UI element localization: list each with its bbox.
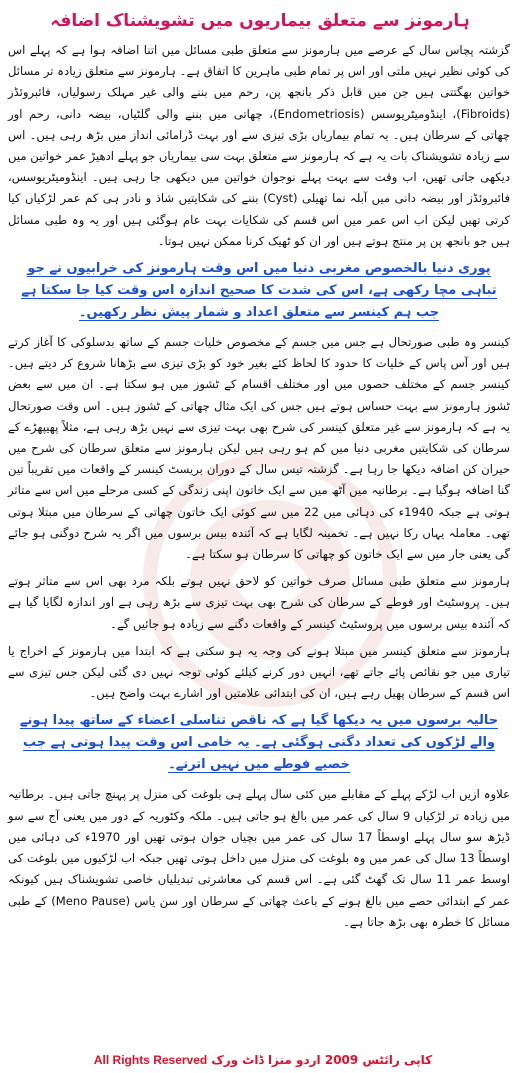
copyright-footer: [0, 1053, 520, 1067]
highlight-paragraph-1: [8, 258, 510, 324]
paragraph-4: ہارمونز سے متعلق کینسر میں مبتلا ہونے کی وجہ یہ ہو سکتی ہے کہ ابتدا میں ہارمونز کے اخراج یا تیاری میں جو نقائص پائے جاتے تھے، انہیں دور کرنے کیلئے کوئی توجہ نہیں دی گئی لیکن جس تیزی سے اس قسم کے سرطان پھیل رہے ہیں، ان کی ابتدائی علامتیں اور اشارے بہت واضح ہیں۔: [8, 643, 510, 701]
article-title: ہارمونز سے متعلق بیماریوں میں تشویشناک اضافہ: [50, 11, 470, 31]
all-rights-reserved: All Rights Reserved: [93, 1053, 208, 1067]
highlight-text-2: حالیہ برسوں میں یہ دیکھا گیا ہے کہ ناقص تناسلی اعضاء کے ساتھ پیدا ہونے والے لڑکوں کی تعداد دگنی ہوگئی ہے۔ یہ خامی اس وقت پیدا ہوتی ہے جب خصیے فوطے میں نہیں اترتے۔: [19, 713, 499, 773]
paragraph-5: علاوہ ازیں اب لڑکے پہلے کے مقابلے میں کئی سال پہلے ہی بلوغت کی منزل پر پہنچ جاتی ہیں۔ برطانیہ میں زیادہ تر لڑکیاں 9 سال کی عمر میں بالغ ہو جاتی ہیں۔ ملکہ وکٹوریہ کے دور میں یعنی آج سے سو ڈیڑھ سو سال پہلے اوسطاً 17 سال کی عمر میں بچیاں جوان ہوتی تھیں اور 1970ء کی دہائی میں اوسطاً 13 سال کی عمر میں وہ بلوغت کی منزل میں داخل ہوتی تھیں جبکہ اب لڑکیوں میں بلوغت کی اوسط عمر 11 سال تک گھٹ گئی ہے۔ اس قسم کی معاشرتی تبدیلیاں خاصی تشویشناک ہیں کیونکہ عمر کے ابتدائی حصے میں بالغ ہونے کے باعث چھاتی کے سرطان اور سن یاس (Meno Pause) کے طبی مسائل کا خطرہ بھی بڑھ جاتا ہے۔: [8, 787, 510, 929]
article-body: [8, 40, 510, 939]
paragraph-1: گزشتہ پچاس سال کے عرصے میں ہارمونز سے متعلق طبی مسائل میں اتنا اضافہ ہوا ہے کہ پہلے اس کی کوئی نظیر نہیں ملتی اور اس پر تمام طبی ماہرین کا اتفاق ہے۔ ہارمونز سے متعلق زیادہ تر مسائل خواتین بھگتتی ہیں جن میں قابل ذکر بانجھ پن، رحم میں بننے والی غیر مہلک رسولیاں، فائبروئڈز (Fibroids)، اینڈومیٹریوسس (Endometriosis)، چھاتی میں بننے والی گلٹیاں، بیضہ دانی، رحم اور چھاتی کے سرطان ہیں۔ یہ تمام بیماریاں بڑی تیزی سے اور بہت ڈرامائی انداز میں بڑھ رہی ہیں۔ اس سے زیادہ تشویشناک بات یہ ہے کہ ہارمونز سے متعلق بہت سی بیماریاں جو پہلے ادھیڑ عمر خواتین میں دیکھی جاتی تھیں، اب وقت سے بہت پہلے نوجوان خواتین میں دیکھی جا رہی ہیں۔ اینڈومیٹریوسس، فائبروئڈز اور بیضہ دانی میں آبلہ نما تھیلی (Cyst) بننے کی شکایتیں شاذ و نادر ہی کم عمر لڑکیاں کیا کرتی تھیں لیکن اب اس عمر میں اس قسم کی شکایات بہت عام ہوگئی ہیں اور یہ وہ طبی مسائل ہیں جو بانجھ پن پر منتج ہوتے ہیں اور ان کو ٹھیک کرنا ممکن نہیں ہوتا۔: [8, 43, 511, 248]
copyright-urdu: کاپی رائٹس 2009 اردو منزا ڈاٹ ورک: [211, 1053, 433, 1067]
highlight-paragraph-2: [8, 710, 510, 776]
paragraph-2: کینسر وہ طبی صورتحال ہے جس میں جسم کے مخصوص خلیات جسم کے ساتھ بدسلوکی کا آغاز کرتے ہیں اور آس پاس کے خلیات کا حدود کا لحاظ کئے بغیر خود کو بڑی تیزی سے بڑھانا شروع کر دیتے ہیں۔ کینسر جسم کے مختلف حصوں میں اور مختلف اقسام کے ٹشوز میں ہو سکتا ہے۔ ان میں سے بعض ٹشوز ہارمونز سے بہت حساس ہوتے ہیں جس کی ایک مثال چھاتی کے ٹشوز ہیں۔ اس وقت صورتحال یہ ہے کہ ہارمونز سے غیر متعلق کینسر کی شرح بھی بہت تیزی سے نہیں بڑھ رہی ہے، مثلاً پھیپھڑے کے سرطان کی شکایتیں مغربی دنیا میں کم ہو رہی ہیں لیکن ہارمونز سے متعلق سرطان کی شرح میں حیران کن اضافہ دیکھا جا رہا ہے۔ گزشتہ تیس سال کے دوران بریسٹ کینسر کے واقعات میں تقریباً تین گنا اضافہ ہوگیا ہے۔ برطانیہ میں آٹھ میں سے ایک خاتون اپنی زندگی کے کسی مرحلے میں اس سے متاثر ہوتی ہے جبکہ 1940ء کی دہائی میں 22 میں سے کوئی ایک خاتون چھاتی کے سرطان میں مبتلا ہوتی تھی۔ معاملہ یہاں رکا نہیں ہے۔ تخمینہ لگایا ہے کہ آئندہ بیس برسوں میں اگر یہ شرح دوگنی ہو جائے گی یعنی جار میں سے ایک خاتون کو چھاتی کا سرطان ہو سکتا ہے۔: [8, 335, 510, 562]
paragraph-3: ہارمونز سے متعلق طبی مسائل صرف خواتین کو لاحق نہیں ہوتے بلکہ مرد بھی اس سے متاثر ہوتے ہیں۔ پروسٹیٹ اور فوطے کے سرطان کی شرح بھی بہت تیزی سے بڑھ رہی ہے اور اندازہ لگایا گیا ہے کہ آئندہ بیس برسوں میں پروسٹیٹ کینسر کے واقعات دگنے سے زیادہ ہو جائیں گے۔: [8, 574, 510, 631]
highlight-text-1: پوری دنیا بالخصوص مغربی دنیا میں اس وقت ہارمونز کی خرابیوں نے جو تباہی مچا رکھی ہے، اس کی شدت کا صحیح اندازہ اس وقت کیا جا سکتا ہے جب ہم کینسر سے متعلق اعداد و شمار پیش نظر رکھیں۔: [21, 261, 497, 321]
